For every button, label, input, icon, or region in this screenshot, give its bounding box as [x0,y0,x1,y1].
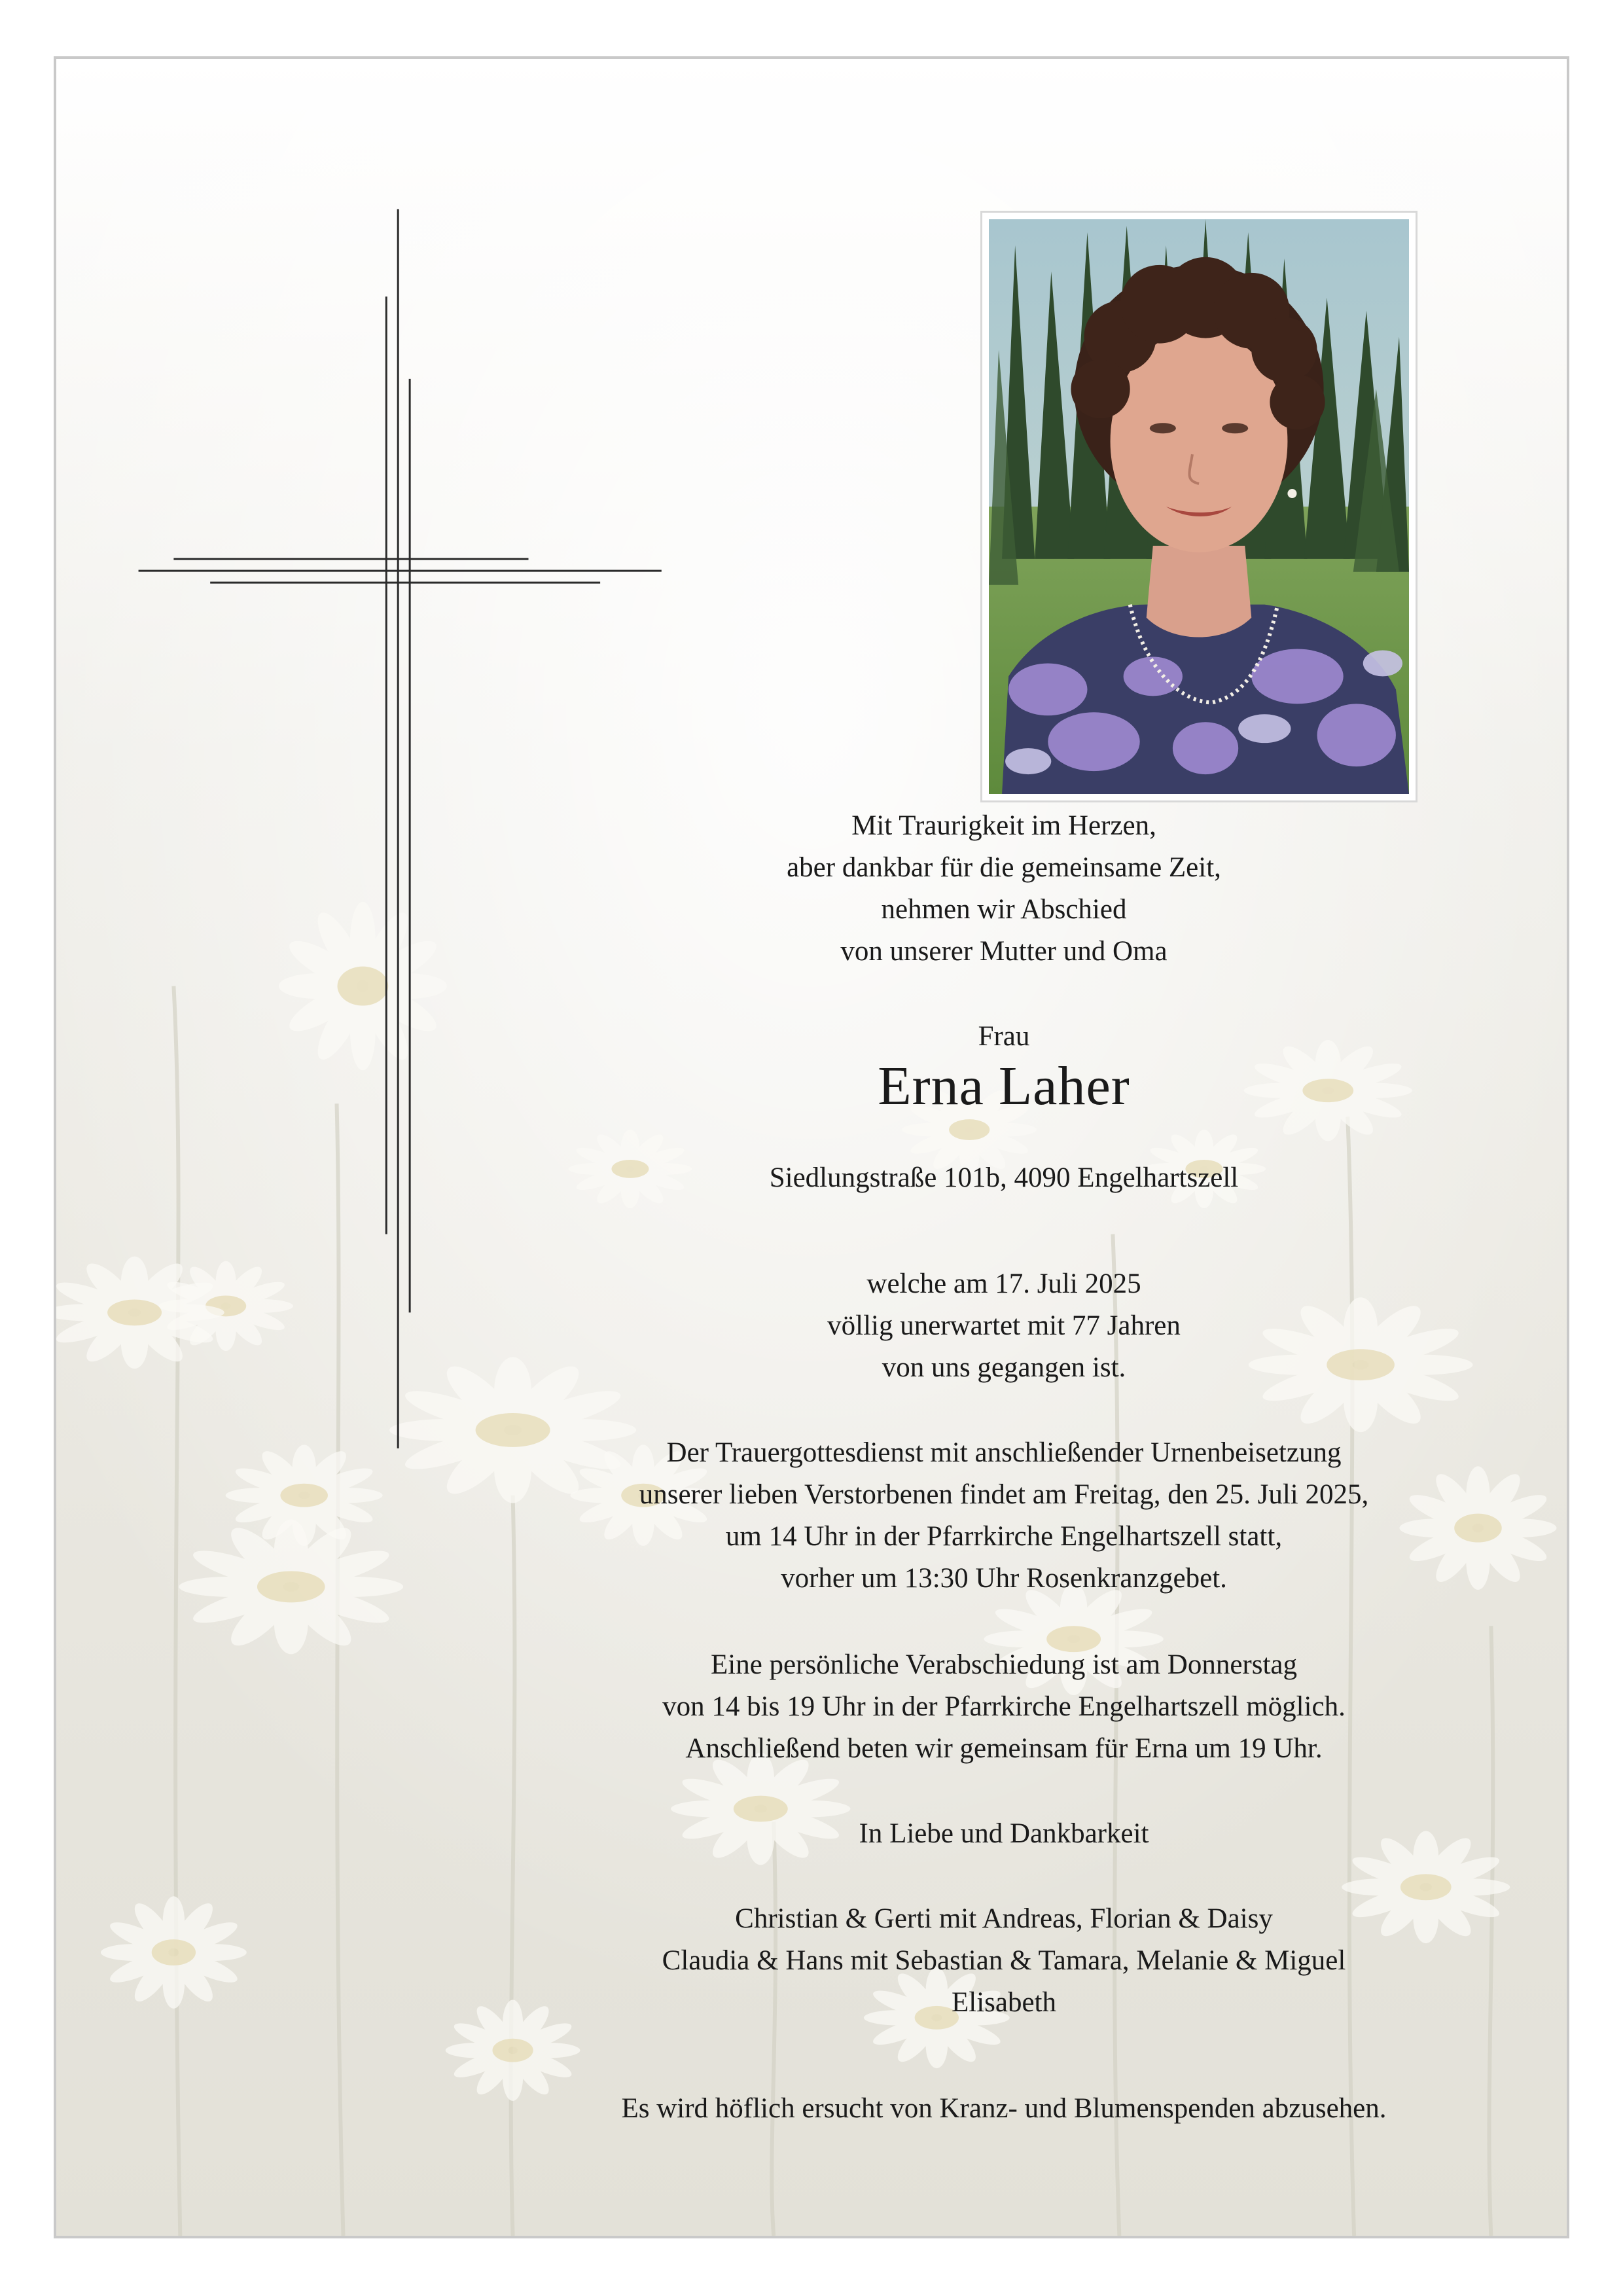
death-line: welche am 17. Juli 2025 [866,1268,1141,1299]
intro-line: aber dankbar für die gemeinsame Zeit, [787,852,1221,883]
death-notice [500,1263,1508,1389]
family-line: Claudia & Hans mit Sebastian & Tamara, Melanie & Miguel [662,1945,1346,1976]
farewell-line: von 14 bis 19 Uhr in der Pfarrkirche Engelhartszell möglich. [662,1691,1346,1722]
farewell-line: Eine persönliche Verabschiedung ist am Donnerstag [711,1649,1297,1680]
salutation: Frau [978,1021,1030,1052]
service-line: vorher um 13:30 Uhr Rosenkranzgebet. [781,1563,1227,1594]
service-line: Der Trauergottesdienst mit anschließender Urnenbeisetzung [666,1437,1342,1468]
portrait-frame [980,211,1418,802]
family-line: Christian & Gerti mit Andreas, Florian & Daisy [735,1903,1273,1934]
intro-text [500,805,1508,973]
family-line: Elisabeth [951,1987,1056,2018]
death-line: völlig unerwartet mit 77 Jahren [827,1310,1181,1341]
deceased-name: Erna Laher [878,1056,1130,1117]
intro-line: nehmen wir Abschied [881,894,1127,925]
closing-text: In Liebe und Dankbarkeit [859,1818,1149,1849]
death-line: von uns gegangen ist. [882,1352,1126,1383]
intro-line: von unserer Mutter und Oma [840,936,1168,967]
farewell-info [500,1644,1508,1770]
portrait-photo [989,219,1409,794]
service-line: unserer lieben Verstorbenen findet am Freitag, den 25. Juli 2025, [639,1479,1369,1510]
obituary-card [54,56,1569,2238]
service-line: um 14 Uhr in der Pfarrkirche Engelhartszell statt, [725,1521,1283,1552]
farewell-line: Anschließend beten wir gemeinsam für Erna um 19 Uhr. [685,1733,1323,1764]
donation-request: Es wird höflich ersucht von Kranz- und Blumenspenden abzusehen. [621,2093,1387,2124]
service-info [500,1432,1508,1600]
family-list [500,1898,1508,2024]
intro-line: Mit Traurigkeit im Herzen, [851,810,1156,841]
address: Siedlungstraße 101b, 4090 Engelhartszell [769,1162,1239,1193]
